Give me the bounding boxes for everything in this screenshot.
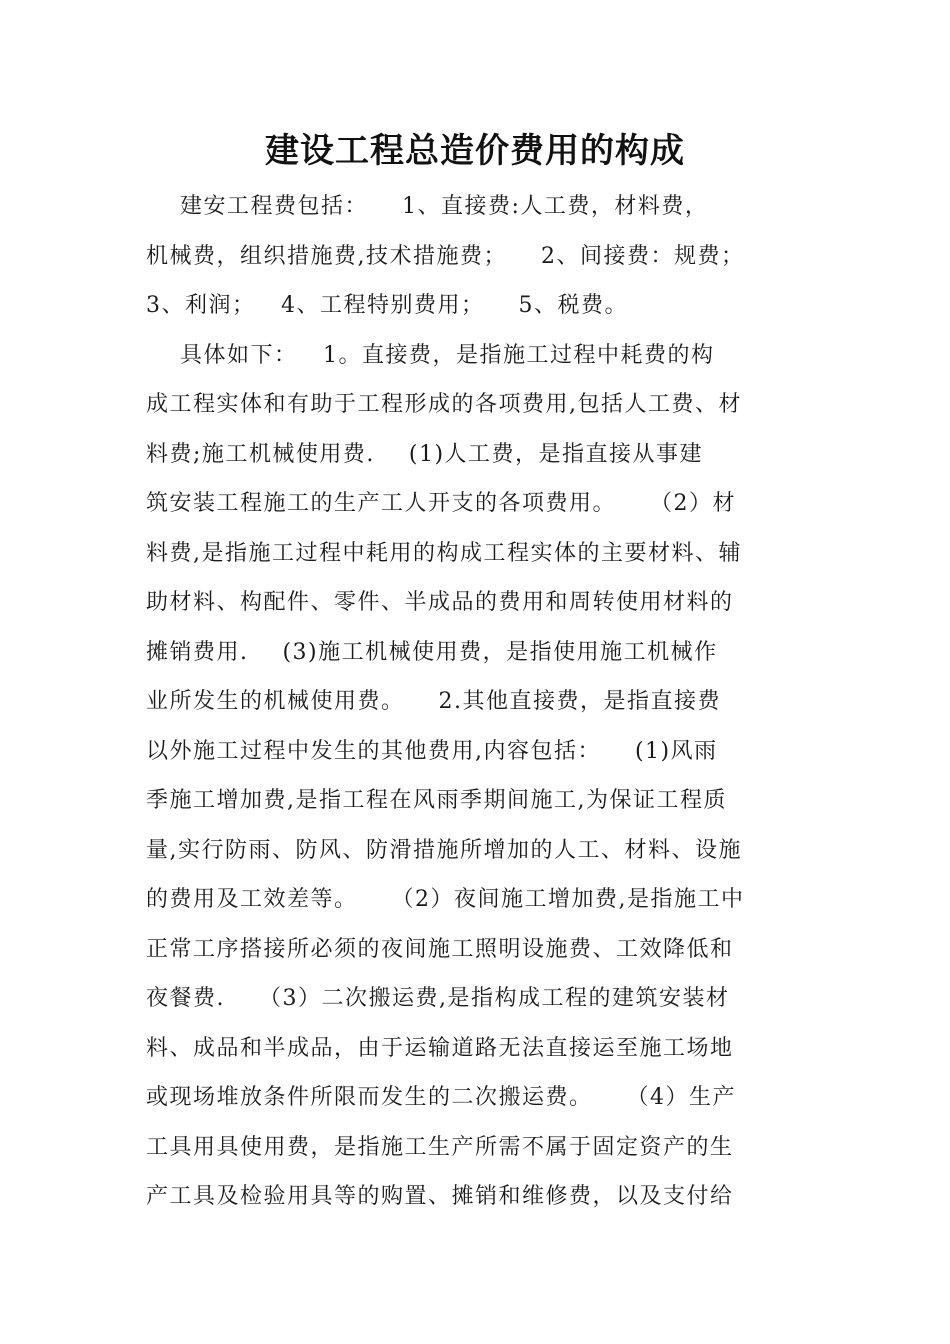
body-line-5: 成工程实体和有助于工程形成的各项费用,包括人工费、材 <box>146 392 742 417</box>
body-line-12: 以外施工过程中发生的其他费用,内容包括： (1)风雨 <box>146 738 718 764</box>
body-line-14: 量,实行防雨、防风、防滑措施所增加的人工、材料、设施 <box>146 837 742 863</box>
body-line-19: 或现场堆放条件所限而发生的二次搬运费。 （4）生产 <box>146 1085 736 1110</box>
body-line-18: 料、成品和半成品，由于运输道路无法直接运至施工场地 <box>146 1035 734 1061</box>
body-line-8: 料费,是指施工过程中耗用的构成工程实体的主要材料、辅 <box>146 540 742 566</box>
body-line-2: 机械费，组织措施费,技术措施费； 2、间接费：规费； <box>146 243 745 269</box>
document-title: 建设工程总造价费用的构成 <box>265 131 685 171</box>
body-line-21: 产工具及检验用具等的购置、摊销和维修费，以及支付给 <box>146 1184 734 1209</box>
body-line-11: 业所发生的机械使用费。 2.其他直接费，是指直接费 <box>146 689 721 714</box>
body-line-6: 料费;施工机械使用费. (1)人工费，是指直接从事建 <box>146 441 704 467</box>
body-line-13: 季施工增加费,是指工程在风雨季期间施工,为保证工程质 <box>146 788 727 813</box>
body-line-9: 助材料、构配件、零件、半成品的费用和周转使用材料的 <box>146 590 734 615</box>
body-line-17: 夜餐费. （3）二次搬运费,是指构成工程的建筑安装材 <box>146 986 730 1011</box>
body-line-7: 筑安装工程施工的生产工人开支的各项费用。 （2）材 <box>146 491 736 516</box>
body-line-20: 工具用具使用费，是指施工生产所需不属于固定资产的生 <box>146 1134 734 1160</box>
body-line-3: 3、利润； 4、工程特别费用； 5、税费。 <box>146 293 628 318</box>
body-line-15: 的费用及工效差等。 （2）夜间施工增加费,是指施工中 <box>146 887 745 912</box>
body-line-4: 具体如下： 1。直接费，是指施工过程中耗费的构 <box>146 342 715 368</box>
body-line-1: 建安工程费包括： 1、直接费:人工费，材料费， <box>146 194 709 219</box>
body-line-16: 正常工序搭接所必须的夜间施工照明设施费、工效降低和 <box>146 936 734 962</box>
body-line-10: 摊销费用. (3)施工机械使用费，是指使用施工机械作 <box>146 639 718 665</box>
